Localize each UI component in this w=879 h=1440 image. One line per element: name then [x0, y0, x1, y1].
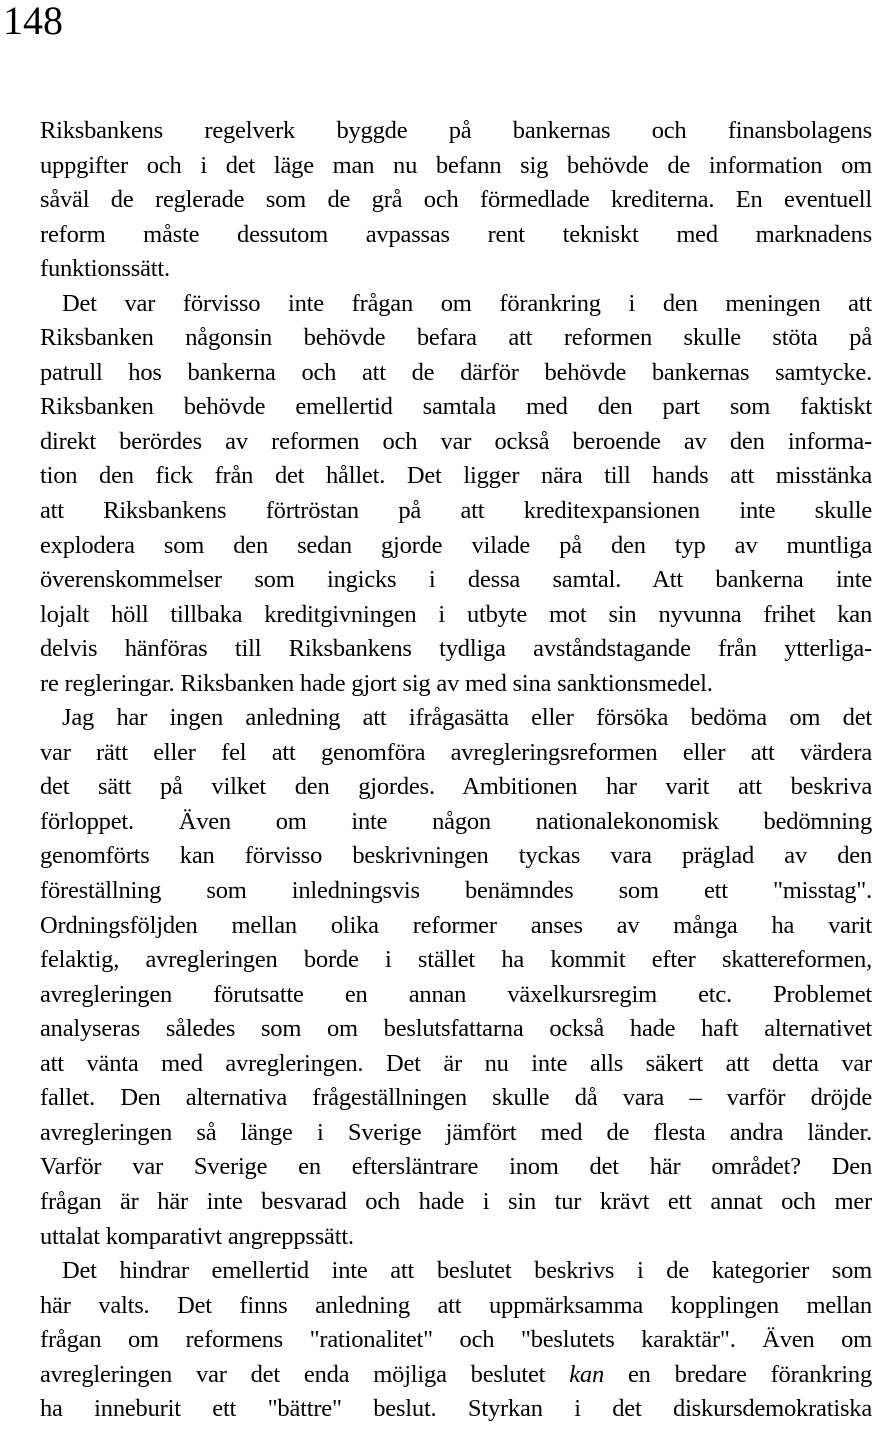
text-line: [40, 529, 872, 564]
text-segment: funktionssätt.: [40, 255, 170, 283]
text-segment: Varför var Sverige en eftersläntrare inom det här området? Den: [40, 1153, 872, 1181]
text-segment: delvis hänföras till Riksbankens tydliga avståndstagande från ytterliga-: [40, 635, 872, 663]
text-segment: överenskommelser som ingicks i dessa samtal. Att bankerna inte: [40, 566, 872, 594]
text-line: [40, 839, 872, 874]
text-line: [40, 1254, 872, 1289]
text-segment: föreställning som inledningsvis benämndes som ett "misstag".: [40, 877, 872, 905]
text-segment: reform måste dessutom avpassas rent tekniskt med marknadens: [40, 220, 872, 248]
text-line: [40, 183, 872, 218]
text-line: [40, 943, 872, 978]
text-segment: Det var förvisso inte frågan om förankring i den meningen att: [62, 289, 872, 317]
text-line: [40, 1081, 872, 1116]
text-line: [40, 770, 872, 805]
text-line: [40, 805, 872, 840]
text-segment: förloppet. Även om inte någon nationalekonomisk bedömning: [40, 807, 872, 835]
text-line: [40, 1012, 872, 1047]
text-segment: uttalat komparativt angreppssätt.: [40, 1222, 354, 1250]
text-segment: patrull hos bankerna och att de därför behövde bankernas samtycke.: [40, 358, 872, 386]
text-line: [40, 218, 872, 253]
paragraph: [40, 287, 872, 702]
text-line: [40, 1047, 872, 1082]
text-segment: analyseras således som om beslutsfattarna också hade haft alternativet: [40, 1015, 872, 1043]
text-segment: tion den fick från det hållet. Det ligger nära till hands att misstänka: [40, 462, 872, 490]
text-line: [40, 1289, 872, 1324]
text-segment: ha inneburit ett "bättre" beslut. Styrkan i det diskursdemokratiska: [40, 1395, 872, 1423]
paragraph: [40, 701, 872, 1254]
text-segment: avregleringen förutsatte en annan växelkursregim etc. Problemet: [40, 980, 872, 1008]
text-segment: Riksbankens regelverk byggde på bankernas och finansbolagens: [40, 117, 872, 144]
text-segment: Riksbanken behövde emellertid samtala med den part som faktiskt: [40, 393, 872, 421]
text-line: [40, 598, 872, 633]
paragraph: [40, 1254, 872, 1427]
text-segment: explodera som den sedan gjorde vilade på den typ av muntliga: [40, 531, 872, 559]
text-line: [40, 632, 872, 667]
text-segment: såväl de reglerade som de grå och förmedlade krediterna. En eventuell: [40, 186, 872, 214]
text-line: [40, 736, 872, 771]
text-body: [40, 114, 872, 1427]
text-segment: var rätt eller fel att genomföra avregleringsreformen eller att värdera: [40, 738, 872, 766]
text-segment: lojalt höll tillbaka kreditgivningen i utbyte mot sin nyvunna frihet kan: [40, 600, 872, 628]
text-line: [40, 459, 872, 494]
text-line: [40, 321, 872, 356]
text-line: [40, 149, 872, 184]
text-line: [40, 1116, 872, 1151]
text-line: [40, 1323, 872, 1358]
text-segment: Det hindrar emellertid inte att beslutet beskrivs i de kategorier som: [62, 1257, 872, 1285]
text-segment: att Riksbankens förtröstan på att kreditexpansionen inte skulle: [40, 497, 872, 525]
text-line: [40, 563, 872, 598]
text-line: [40, 252, 872, 287]
text-segment: direkt berördes av reformen och var också beroende av den informa-: [40, 427, 872, 455]
page-number: 148: [3, 0, 63, 43]
text-segment: fallet. Den alternativa frågeställningen skulle då vara – varför dröjde: [40, 1084, 872, 1112]
text-line: [40, 356, 872, 391]
text-line: [40, 978, 872, 1013]
text-line: [40, 1150, 872, 1185]
text-line: [40, 425, 872, 460]
italic-text: kan: [569, 1360, 605, 1388]
text-segment: frågan om reformens "rationalitet" och "beslutets karaktär". Även om: [40, 1326, 872, 1354]
text-segment: Ordningsföljden mellan olika reformer anses av många ha varit: [40, 911, 872, 939]
text-segment: här valts. Det finns anledning att uppmärksamma kopplingen mellan: [40, 1291, 872, 1319]
text-line: [40, 114, 872, 149]
text-line: [40, 287, 872, 322]
text-line: [40, 701, 872, 736]
paragraph: [40, 114, 872, 287]
text-line: [40, 390, 872, 425]
text-segment: frågan är här inte besvarad och hade i sin tur krävt ett annat och mer: [40, 1187, 872, 1215]
text-segment: att vänta med avregleringen. Det är nu inte alls säkert att detta var: [40, 1049, 872, 1077]
text-segment: en bredare förankring: [604, 1360, 872, 1388]
text-segment: Jag har ingen anledning att ifrågasätta eller försöka bedöma om det: [62, 704, 872, 732]
text-line: [40, 874, 872, 909]
text-segment: felaktig, avregleringen borde i stället ha kommit efter skattereformen,: [40, 946, 872, 974]
text-segment: re regleringar. Riksbanken hade gjort sig av med sina sanktionsmedel.: [40, 669, 713, 697]
text-line: [40, 1392, 872, 1427]
text-line: [40, 1220, 872, 1255]
text-segment: avregleringen var det enda möjliga beslutet: [40, 1360, 570, 1388]
text-line: [40, 909, 872, 944]
text-segment: avregleringen så länge i Sverige jämfört med de flesta andra länder.: [40, 1118, 872, 1146]
text-line: [40, 494, 872, 529]
text-segment: Riksbanken någonsin behövde befara att reformen skulle stöta på: [40, 324, 872, 352]
text-segment: genomförts kan förvisso beskrivningen tyckas vara präglad av den: [40, 842, 872, 870]
text-segment: det sätt på vilket den gjordes. Ambitionen har varit att beskriva: [40, 773, 872, 801]
text-line: [40, 1358, 872, 1393]
text-segment: uppgifter och i det läge man nu befann sig behövde de information om: [40, 151, 872, 179]
text-line: [40, 667, 872, 702]
text-line: [40, 1185, 872, 1220]
